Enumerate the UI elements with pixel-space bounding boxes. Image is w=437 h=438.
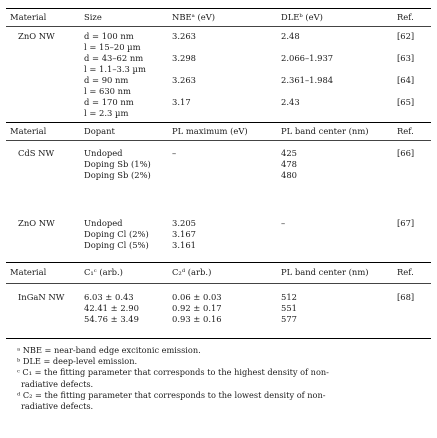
ref-value: [64] <box>397 75 415 85</box>
t3-material: InGaN NW <box>18 292 65 302</box>
size-length: l = 2.3 µm <box>84 108 129 118</box>
ref-value: [66] <box>397 148 415 158</box>
pl-max-value: – <box>172 148 177 158</box>
size-diameter: d = 90 nm <box>84 75 129 85</box>
top-rule <box>6 8 431 9</box>
band-center-list <box>281 292 297 325</box>
table-row <box>84 97 134 119</box>
dopant: Doping Cl (5%) <box>84 240 149 250</box>
nbe-value: 3.263 <box>172 75 196 85</box>
band-center-value: 512 <box>281 292 297 302</box>
dopant: Doping Sb (2%) <box>84 170 151 180</box>
size-length: l = 15–20 µm <box>84 42 141 52</box>
t1-header-nbe: NBEᵃ (eV) <box>172 12 216 22</box>
cd1-value: 6.03 ± 0.43 <box>84 292 134 302</box>
t2-material-zno: ZnO NW <box>18 218 55 228</box>
t3-header-ref: Ref. <box>397 267 414 277</box>
section-rule <box>6 262 431 263</box>
t1-header-size: Size <box>84 12 102 22</box>
footnote-d-cont: radiative defects. <box>21 401 94 412</box>
band-center-value: 577 <box>281 314 297 324</box>
cd2-value: 0.92 ± 0.17 <box>172 303 222 313</box>
t2-header-material: Material <box>10 126 47 136</box>
dopant: Undoped <box>84 148 123 158</box>
size-length: l = 630 nm <box>84 86 132 96</box>
footnote-d: ᵈ C₂ = the fitting parameter that corresponds to the lowest density of non- <box>17 389 326 400</box>
t2-header-dopant: Dopant <box>84 126 115 136</box>
t3-header-cd2: C₂ᵈ (arb.) <box>172 267 212 277</box>
band-center-value: 480 <box>281 170 297 180</box>
band-center-value: – <box>281 218 286 228</box>
footnote-c-cont: radiative defects. <box>21 378 94 389</box>
t1-header-rule <box>6 26 431 27</box>
t3-header-band-center: PL band center (nm) <box>281 267 369 277</box>
band-center-value: 425 <box>281 148 297 158</box>
dopant-list <box>84 148 151 181</box>
nbe-value: 3.298 <box>172 53 196 63</box>
footnote-b: ᵇ DLE = deep-level emission. <box>17 356 138 367</box>
nbe-value: 3.263 <box>172 31 196 41</box>
t2-header-ref: Ref. <box>397 126 414 136</box>
table-row <box>84 75 131 97</box>
t2-header-rule <box>6 140 431 141</box>
footnote-c: ᶜ C₁ = the fitting parameter that corresponds to the highest density of non- <box>17 367 329 378</box>
t2-header-pl-max: PL maximum (eV) <box>172 126 248 136</box>
cd2-value: 0.93 ± 0.16 <box>172 314 222 324</box>
section-rule <box>6 122 431 123</box>
pl-max-list <box>172 218 196 251</box>
size-diameter: d = 170 nm <box>84 97 134 107</box>
bottom-rule <box>6 338 431 339</box>
cd2-value: 0.06 ± 0.03 <box>172 292 222 302</box>
t2-header-band-center: PL band center (nm) <box>281 126 369 136</box>
band-center-value: 478 <box>281 159 297 169</box>
t1-header-dle: DLEᵇ (eV) <box>281 12 323 22</box>
ref-value: [65] <box>397 97 415 107</box>
band-center-value: 551 <box>281 303 297 313</box>
pl-max-value: 3.161 <box>172 240 196 250</box>
dle-value: 2.48 <box>281 31 300 41</box>
footnote-a: ᵃ NBE = near-band edge excitonic emission. <box>17 345 201 355</box>
t3-header-cd1: C₁ᶜ (arb.) <box>84 267 123 277</box>
dopant: Doping Sb (1%) <box>84 159 151 169</box>
dle-value: 2.066–1.937 <box>281 53 334 63</box>
dle-value: 2.361–1.984 <box>281 75 334 85</box>
ref-value: [63] <box>397 53 415 63</box>
ref-value: [62] <box>397 31 415 41</box>
t1-header-material: Material <box>10 12 47 22</box>
t1-header-ref: Ref. <box>397 12 414 22</box>
nbe-value: 3.17 <box>172 97 191 107</box>
dopant-list <box>84 218 149 251</box>
cd2-list <box>172 292 222 325</box>
cd1-list <box>84 292 139 325</box>
pl-max-value: 3.167 <box>172 229 196 239</box>
table-row <box>84 53 146 75</box>
table-row <box>84 31 141 53</box>
pl-max-value: 3.205 <box>172 218 196 228</box>
dopant: Undoped <box>84 218 123 228</box>
footnotes <box>17 345 429 412</box>
t3-header-rule <box>6 283 431 284</box>
cd1-value: 42.41 ± 2.90 <box>84 303 139 313</box>
dopant: Doping Cl (2%) <box>84 229 149 239</box>
size-diameter: d = 43–62 nm <box>84 53 144 63</box>
t2-material-cds: CdS NW <box>18 148 55 158</box>
size-diameter: d = 100 nm <box>84 31 134 41</box>
t3-header-material: Material <box>10 267 47 277</box>
dle-value: 2.43 <box>281 97 300 107</box>
t1-material: ZnO NW <box>18 31 55 41</box>
band-center-list <box>281 148 297 181</box>
size-length: l = 1.1–3.3 µm <box>84 64 146 74</box>
ref-value: [68] <box>397 292 415 302</box>
ref-value: [67] <box>397 218 415 228</box>
cd1-value: 54.76 ± 3.49 <box>84 314 139 324</box>
